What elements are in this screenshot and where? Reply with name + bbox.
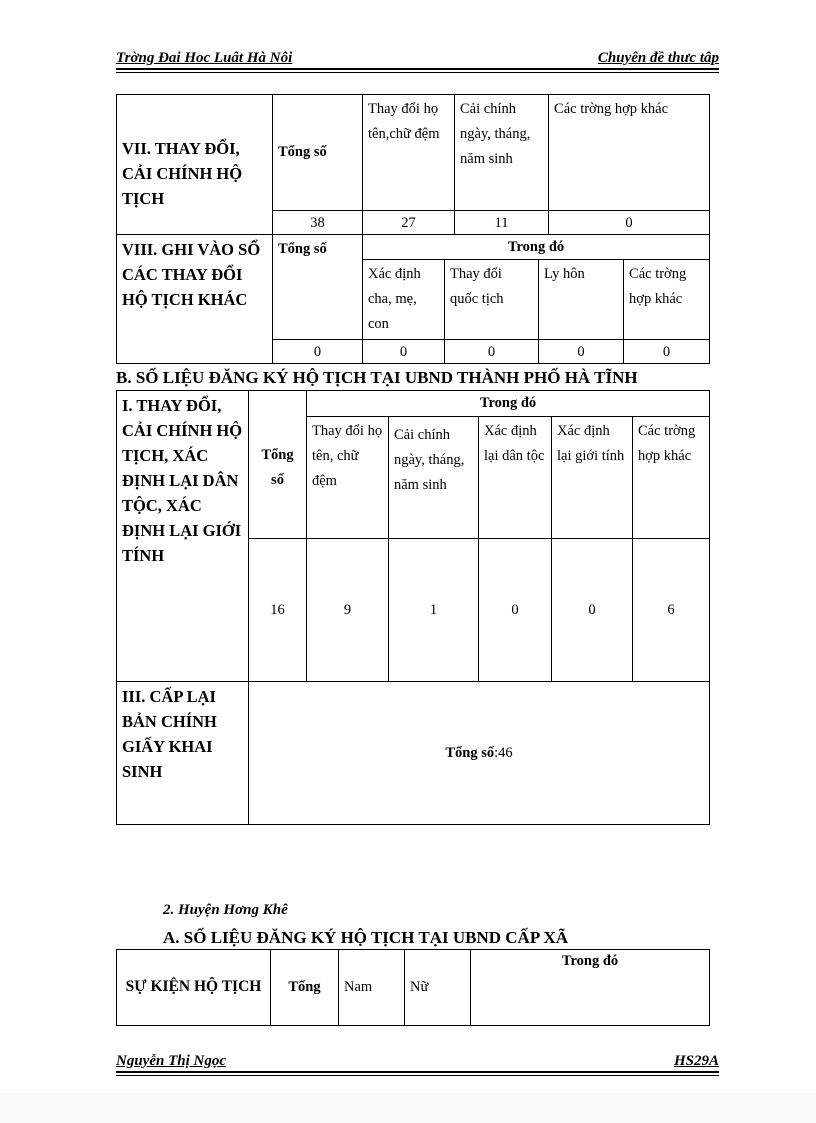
i-trong-do: Trong đó — [307, 391, 710, 417]
viii-title: VIII. GHI VÀO SỔ CÁC THAY ĐỔI HỘ TỊCH KHÁC — [117, 235, 273, 364]
i-col-3: Xác định lại dân tộc — [479, 417, 552, 539]
vii-col-3: Các trờng hợp khác — [549, 95, 710, 211]
vii-title: VII. THAY ĐỔI, CẢI CHÍNH HỘ TỊCH — [117, 95, 273, 235]
vii-total-label: Tổng số — [273, 95, 363, 211]
viii-value-1: 0 — [363, 340, 445, 364]
i-value-4: 0 — [552, 539, 633, 682]
col-tong: Tổng — [271, 950, 339, 1026]
viii-value-2: 0 — [445, 340, 539, 364]
vii-col-2: Cải chính ngày, tháng, năm sinh — [455, 95, 549, 211]
i-total-value: 16 — [249, 539, 307, 682]
viii-col-4: Các trờng hợp khác — [624, 260, 710, 340]
col-nu: Nữ — [405, 950, 471, 1026]
i-col-5: Các trờng hợp khác — [633, 417, 710, 539]
vii-col-1: Thay đổi họ tên,chữ đệm — [363, 95, 455, 211]
table-vii-viii — [116, 94, 710, 364]
vii-value-1: 27 — [363, 211, 455, 235]
viii-total-label: Tổng số — [273, 235, 363, 340]
i-value-1: 9 — [307, 539, 389, 682]
header-school: Trờng Đai Hoc Luât Hà Nôi — [116, 50, 293, 66]
viii-col-2: Thay đổi quốc tịch — [445, 260, 539, 340]
i-total-label: Tổng số — [249, 391, 307, 539]
iii-total-value: :46 — [494, 744, 513, 761]
viii-value-4: 0 — [624, 340, 710, 364]
viii-col-1: Xác định cha, mẹ, con — [363, 260, 445, 340]
viii-col-3: Ly hôn — [539, 260, 624, 340]
i-title: I. THAY ĐỔI, CẢI CHÍNH HỘ TỊCH, XÁC ĐỊNH LẠI DÂN TỘC, XÁC ĐỊNH LẠI GIỚI TÍNH — [117, 391, 249, 682]
header-topic: Chuyên đề thưc tâp — [597, 50, 719, 66]
i-value-3: 0 — [479, 539, 552, 682]
i-col-2: Cải chính ngày, tháng, năm sinh — [389, 417, 479, 539]
viii-total-value: 0 — [273, 340, 363, 364]
viii-trong-do: Trong đó — [363, 235, 710, 260]
header-rule — [116, 68, 719, 73]
i-value-2: 1 — [389, 539, 479, 682]
iii-total — [249, 682, 710, 825]
vii-total-value: 38 — [273, 211, 363, 235]
footer-rule — [116, 1071, 719, 1076]
viii-value-3: 0 — [539, 340, 624, 364]
i-value-5: 6 — [633, 539, 710, 682]
section-b-title: B. SỐ LIỆU ĐĂNG KÝ HỘ TỊCH TẠI UBND THÀNH PHỐ HÀ TĨNH — [116, 368, 638, 387]
col-trong-do: Trong đó — [471, 950, 710, 1026]
vii-value-3: 0 — [549, 211, 710, 235]
footer-class: HS29A — [673, 1053, 719, 1069]
iii-title: III. CẤP LẠI BẢN CHÍNH GIẤY KHAI SINH — [117, 682, 249, 825]
footer-author: Nguyễn Thị Ngọc — [116, 1053, 226, 1069]
i-col-4: Xác định lại giới tính — [552, 417, 633, 539]
section-a-title: A. SỐ LIỆU ĐĂNG KÝ HỘ TỊCH TẠI UBND CẤP XÃ — [163, 928, 569, 947]
table-su-kien — [116, 949, 710, 1026]
page-bottom-strip — [0, 1093, 816, 1123]
i-col-1: Thay đổi họ tên, chữ đệm — [307, 417, 389, 539]
table-i-iii — [116, 390, 710, 825]
col-nam: Nam — [339, 950, 405, 1026]
iii-total-label: Tổng số — [445, 744, 495, 761]
vii-value-2: 11 — [455, 211, 549, 235]
col-su-kien: SỰ KIỆN HỘ TỊCH — [117, 950, 271, 1026]
section-2-title: 2. Huyện Hơng Khê — [163, 902, 288, 918]
